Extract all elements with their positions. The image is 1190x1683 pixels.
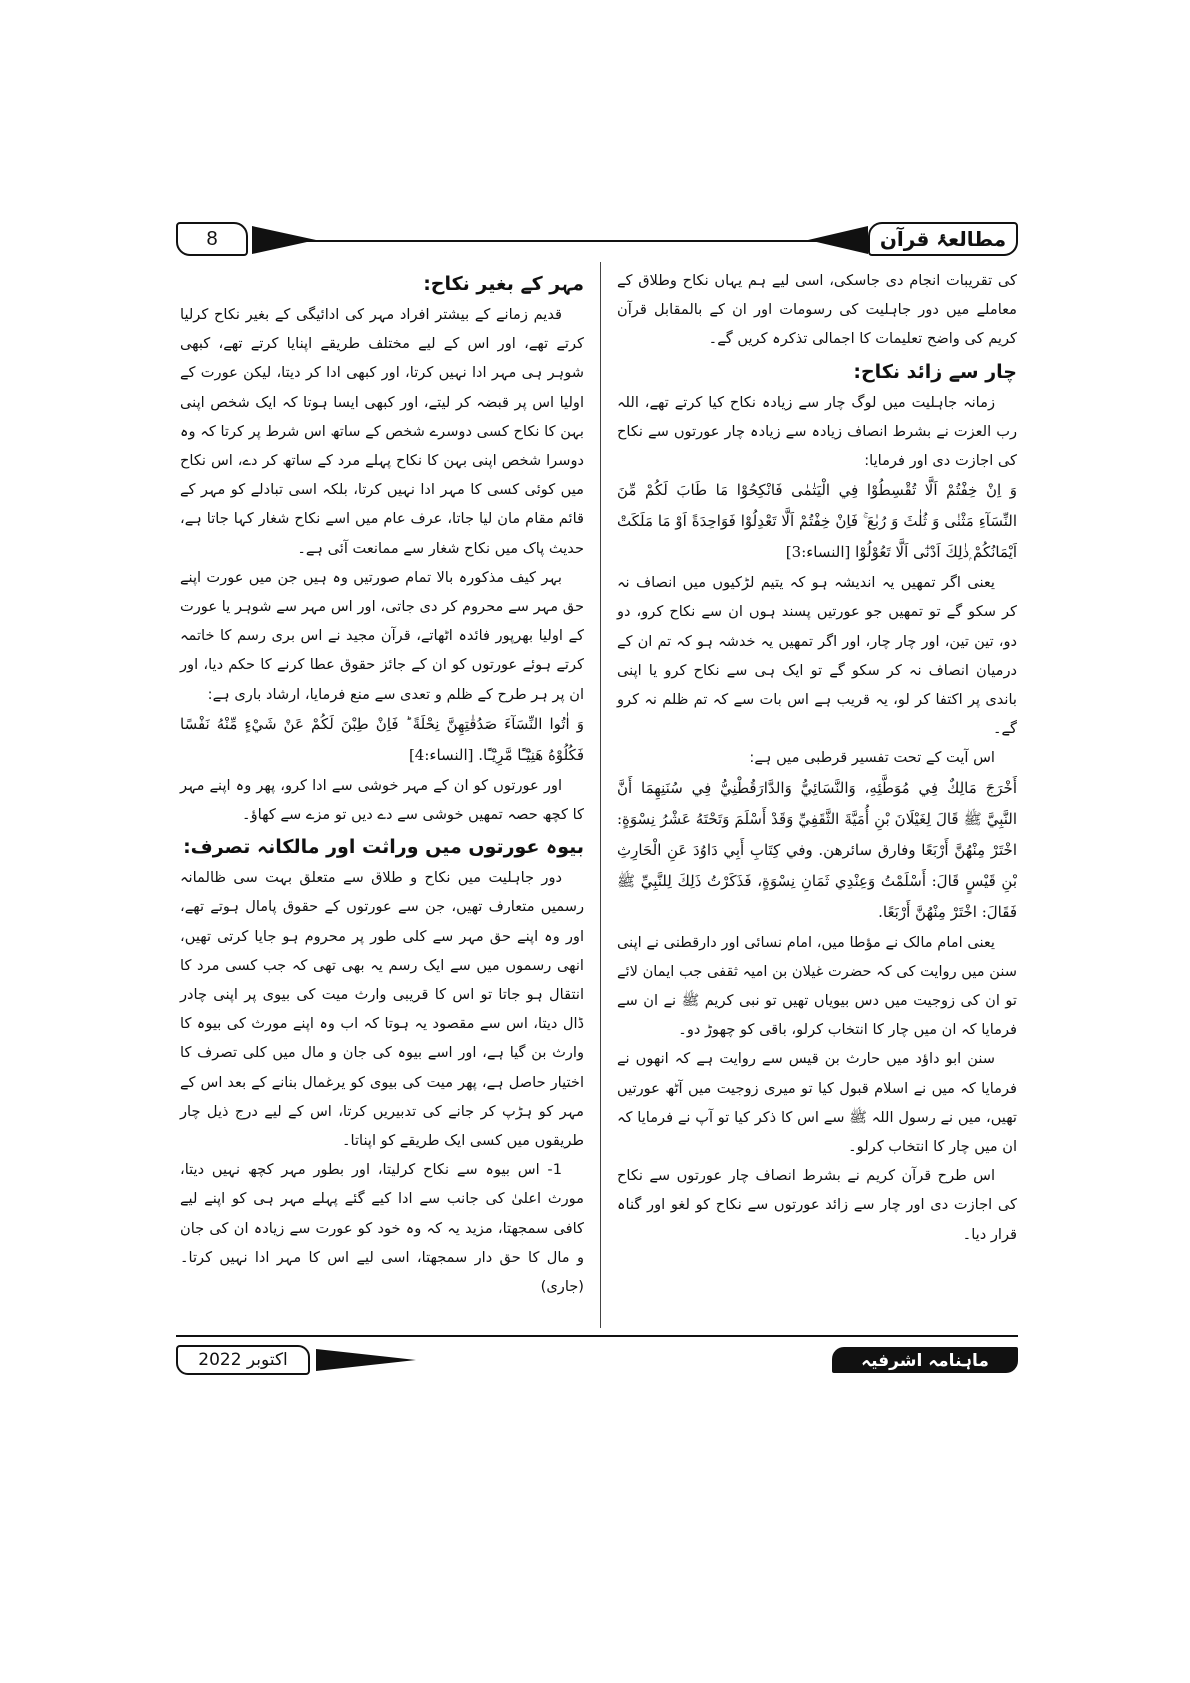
column-divider: [600, 262, 601, 1328]
paragraph: کی تقریبات انجام دی جاسکی، اسی لیے ہم یہاں نکاح وطلاق کے معاملے میں دور جاہلیت کی رسومات اور ان کے بالمقابل قرآن کریم کی واضح تعلیمات کا اجمالی تذکرہ کریں گے۔: [617, 272, 1017, 348]
section-heading: بیوہ عورتوں میں وراثت اور مالکانہ تصرف:: [183, 836, 584, 859]
paragraph: زمانہ جاہلیت میں لوگ چار سے زیادہ نکاح کیا کرتے تھے، اللہ رب العزت نے بشرط انصاف زیادہ سے زیادہ چار عورتوں سے نکاح کی اجازت دی اور فرمایا:: [617, 393, 1017, 470]
paragraph: بہر کیف مذکورہ بالا تمام صورتیں وہ ہیں جن میں عورت اپنے حق مہر سے محروم کر دی جاتی، اور اس مہر سے شوہر یا عورت کے اولیا بھرپور فائدہ اٹھاتے، قرآن مجید نے اس بری رسم کا خاتمہ کرتے ہوئے عورتوں کو ان کے جائز حقوق عطا کرنے کا حکم دیا، اور ان پر ہر طرح کے ظلم و تعدی سے منع فرمایا، ارشاد باری ہے:: [180, 568, 584, 703]
paragraph: سنن ابو داؤد میں حارث بن قیس سے روایت ہے کہ انھوں نے فرمایا کہ میں نے اسلام قبول کیا تو میری زوجیت میں آٹھ عورتیں تھیں، میں نے رسول اللہ ﷺ سے اس کا ذکر کیا تو آپ نے فرمایا کہ ان میں چار کا انتخاب کرلو۔: [617, 1050, 1017, 1156]
paragraph: یعنی امام مالک نے مؤطا میں، امام نسائی اور دارقطنی نے اپنی سنن میں روایت کی کہ حضرت غیلان بن امیہ ثقفی جب ایمان لائے تو ان کی زوجیت میں دس بیویاں تھیں تو نبی کریم ﷺ نے ان سے فرمایا کہ ان میں چار کا انتخاب کرلو، باقی کو چھوڑ دو۔: [617, 933, 1017, 1039]
header-wedge-right: [808, 226, 868, 254]
left-column: [180, 266, 584, 1301]
paragraph: دور جاہلیت میں نکاح و طلاق سے متعلق بہت سی ظالمانہ رسمیں متعارف تھیں، جن سے عورتوں کے حقوق پامال ہوتے تھے، اور وہ اپنے حق مہر سے کلی طور پر محروم ہو جایا کرتی تھیں، انھی رسموں میں سے ایک رسم یہ بھی تھی کہ جب کسی مرد کا انتقال ہو جاتا تو اس کا قریبی وارث میت کی بیوی پر اپنی چادر ڈال دیتا، اس سے مقصود یہ ہوتا کہ اب وہ اپنے مورث کی بیوہ کا وارث بن گیا ہے، اور اسے بیوہ کی جان و مال میں کلی تصرف کا اختیار حاصل ہے، پھر میت کی بیوی کو یرغمال بنانے کے بعد اس کے مہر کو ہڑپ کر جانے کی تدبیریں کرتا، اس کے لیے درج ذیل چار طریقوں میں کسی ایک طریقے کو اپناتا۔: [180, 869, 584, 1150]
paragraph: یعنی اگر تمھیں یہ اندیشہ ہو کہ یتیم لڑکیوں میں انصاف نہ کر سکو گے تو تمھیں جو عورتیں پسند ہوں ان سے نکاح کرو، دو دو، تین تین، اور چار چار، اور اگر تمھیں یہ خدشہ ہو کہ تم ان کے درمیان انصاف نہ کر سکو گے تو ایک ہی سے نکاح کرو یا اپنی باندی پر اکتفا کر لو، یہ قریب ہے اس بات سے کہ تم ظلم نہ کرو گے۔: [617, 574, 1017, 738]
quran-verse: وَ اٰتُوا النِّسَآءَ صَدُقٰتِهِنَّ نِحْلَةً ؕ فَاِنْ طِبْنَ لَكُمْ عَنْ شَيْءٍ مِّنْهُ نَفْسًا فَكُلُوْهُ هَنِيْٓـًٔا مَّرِيْٓـًٔا. [النساء:4]: [180, 714, 584, 764]
page-footer: [176, 1335, 1018, 1371]
magazine-name: ماہنامہ اشرفیہ: [832, 1347, 1018, 1373]
page-number: 8: [176, 222, 248, 256]
page-header: [176, 222, 1018, 254]
hadith-quote: أَخْرَجَ مَالِكٌ فِي مُوَطَّئِهِ، وَالنَّسَائِيُّ وَالدَّارَقُطْنِيُّ فِي سُنَنِهِمَا أَنَّ النَّبِيَّ ﷺ قَالَ لِغَيْلَانَ بْنِ أُمَيَّةَ الثَّقَفِيِّ وَقَدْ أَسْلَمَ وَتَحْتَهُ عَشْرُ نِسْوَةٍ: اخْتَرْ مِنْهُنَّ أَرْبَعًا وفارق سائرهن. وفي كِتَابِ أَبِي دَاوُدَ عَنِ الْحَارِثِ بْنِ قَيْسٍ قَالَ: أَسْلَمْتُ وَعِنْدِي ثَمَانِ نِسْوَةٍ، فَذَكَرْتُ ذَلِكَ لِلنَّبِيِّ ﷺ فَقَالَ: اخْتَرْ مِنْهُنَّ أَرْبَعًا.: [617, 778, 1017, 921]
header-rule: [256, 240, 868, 242]
section-title: مطالعۂ قرآن: [868, 222, 1018, 256]
section-heading: مہر کے بغیر نکاح:: [423, 273, 584, 295]
paragraph: اس طرح قرآن کریم نے بشرط انصاف چار عورتوں سے نکاح کی اجازت دی اور چار سے زائد عورتوں سے نکاح کو لغو اور گناہ قرار دیا۔: [617, 1167, 1017, 1243]
paragraph: اس آیت کے تحت تفسیر قرطبی میں ہے:: [749, 749, 995, 767]
header-wedge-left: [252, 226, 316, 254]
right-column: [617, 266, 1017, 1249]
paragraph: اور عورتوں کو ان کے مہر خوشی سے ادا کرو، پھر وہ اپنے مہر کا کچھ حصہ تمھیں خوشی سے دے دیں تو مزے سے کھاؤ۔: [180, 776, 584, 824]
footer-wedge: [316, 1349, 416, 1371]
issue-date: اکتوبر 2022: [176, 1345, 310, 1375]
section-heading: چار سے زائد نکاح:: [853, 360, 1017, 383]
quran-verse: وَ اِنْ خِفْتُمْ اَلَّا تُقْسِطُوْا فِي الْيَتٰمٰى فَانْكِحُوْا مَا طَابَ لَكُمْ مِّنَ النِّسَآءِ مَثْنٰى وَ ثُلٰثَ وَ رُبٰعَ ۚ فَاِنْ خِفْتُمْ اَلَّا تَعْدِلُوْا فَوَاحِدَةً اَوْ مَا مَلَكَتْ اَيْمَانُكُمْ ۭذٰلِكَ اَدْنٰٓى اَلَّا تَعُوْلُوْا [النساء:3]: [617, 481, 1017, 562]
paragraph: قدیم زمانے کے بیشتر افراد مہر کی ادائیگی کے بغیر نکاح کرلیا کرتے تھے، اور اس کے لیے مختلف طریقے اپنایا کرتے تھے، کبھی شوہر ہی مہر ادا نہیں کرتا، اور کبھی ادا کر دیتا، لیکن عورت کے اولیا اس پر قبضہ کر لیتے، اور کبھی ایسا ہوتا کہ ایک شخص اپنی بہن کا نکاح کسی دوسرے شخص کے ساتھ اس شرط پر کرتا کہ وہ دوسرا شخص اپنی بہن کا نکاح پہلے مرد کے ساتھ کر دے، اس نکاح میں کوئی کسی کا مہر ادا نہیں کرتا، بلکہ اسی تبادلے کو مہر کے قائم مقام مان لیا جاتا، عرف عام میں اسے نکاح شغار کہا جاتا ہے، حدیث پاک میں نکاح شغار سے ممانعت آئی ہے۔: [180, 306, 584, 557]
paragraph: 1- اس بیوہ سے نکاح کرلیتا، اور بطور مہر کچھ نہیں دیتا، مورث اعلیٰ کی جانب سے ادا کیے گئے پہلے مہر ہی کو اپنے لیے کافی سمجھتا، مزید یہ کہ وہ خود کو عورت سے زیادہ ان کی جان و مال کا حق دار سمجھتا، اسی لیے اس کا مہر ادا نہیں کرتا۔ (جاری): [180, 1161, 584, 1296]
footer-rule: [176, 1335, 1018, 1337]
